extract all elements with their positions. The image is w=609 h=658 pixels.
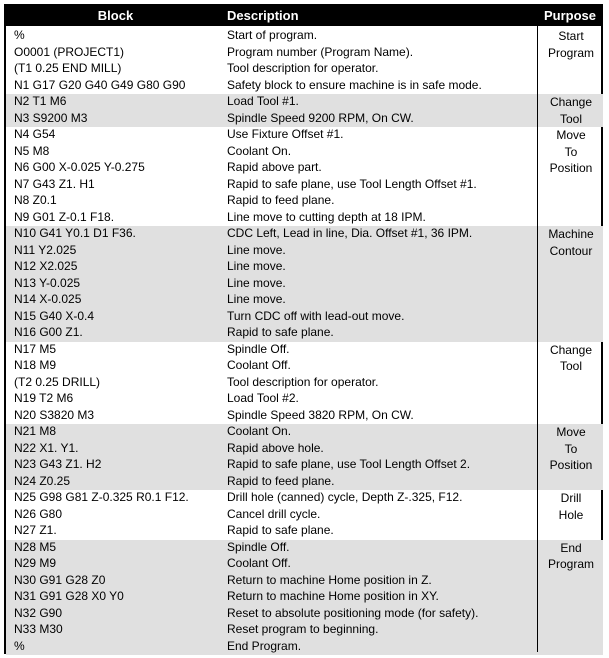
purpose-line: To [564,441,578,456]
table-row [6,144,536,161]
description-cell: Tool description for operator. [227,61,379,75]
description-cell: Cancel drill cycle. [227,506,321,521]
description-cell: Spindle Off. [227,539,290,554]
block-cell: N16 G00 Z1. [14,325,83,339]
description-cell: Reset to absolute positioning mode (for safety). [227,605,479,620]
block-cell: N7 G43 Z1. H1 [14,176,95,191]
description-cell: Spindle Off. [227,341,290,356]
block-cell: N6 G00 X-0.025 Y-0.275 [14,160,145,174]
description-cell: Load Tool #1. [227,94,299,108]
table-row [6,292,536,309]
table-row [6,358,536,375]
block-cell: N3 S9200 M3 [14,110,88,125]
description-cell: Coolant Off. [227,358,291,372]
purpose-cell [539,127,603,177]
purpose-cell [539,490,603,523]
block-cell: N14 X-0.025 [14,292,82,306]
block-cell: % [14,638,25,653]
table-row [6,490,536,507]
block-cell: N28 M5 [14,539,57,554]
block-cell: N12 X2.025 [14,259,78,273]
table-row [6,507,536,524]
block-cell: N25 G98 G81 Z-0.325 R0.1 F12. [14,490,189,504]
block-cell: O0001 (PROJECT1) [14,44,125,59]
description-cell: Rapid to safe plane, use Tool Length Offset #1. [227,176,477,191]
purpose-line: Tool [559,359,582,373]
purpose-line: Start [558,29,584,43]
description-cell: Rapid above part. [227,160,322,174]
table-row [6,639,536,656]
block-cell: N10 G41 Y0.1 D1 F36. [14,226,136,240]
description-cell: Coolant On. [227,424,292,438]
table-row [6,61,536,78]
row-group [6,127,603,226]
table-row [6,540,536,557]
description-cell: Start of program. [227,28,318,42]
block-cell: (T2 0.25 DRILL) [14,374,101,389]
block-cell: N20 S3820 M3 [14,407,95,422]
description-cell: Reset program to beginning. [227,622,379,636]
description-cell: Rapid to safe plane. [227,325,334,339]
description-cell: Line move to cutting depth at 18 IPM. [227,209,426,224]
block-cell: N8 Z0.1 [14,193,57,207]
purpose-cell [539,424,603,474]
table-row [6,94,536,111]
description-cell: Line move. [227,275,286,290]
description-cell: Line move. [227,259,286,273]
purpose-cell [539,226,603,259]
block-cell: N32 G90 [14,605,63,620]
table-header [6,6,603,26]
purpose-cell [539,342,603,375]
purpose-line: Tool [559,111,582,126]
table-row [6,111,536,128]
row-group [6,28,603,94]
block-cell: (T1 0.25 END MILL) [14,61,122,75]
block-cell: N30 G91 G28 Z0 [14,572,106,587]
block-cell: N17 M5 [14,341,57,356]
block-cell: N22 X1. Y1. [14,440,79,455]
purpose-cell [539,94,603,127]
table-row [6,408,536,425]
table-row [6,243,536,260]
block-cell: N18 M9 [14,358,57,372]
description-cell: Load Tool #2. [227,391,299,405]
table-row [6,309,536,326]
description-cell: End Program. [227,638,302,653]
block-cell: N15 G40 X-0.4 [14,308,95,323]
table-row [6,342,536,359]
description-cell: Rapid to safe plane. [227,523,334,537]
table-row [6,177,536,194]
description-cell: Turn CDC off with lead-out move. [227,308,405,323]
table-row [6,325,536,342]
table-row [6,622,536,639]
description-cell: Use Fixture Offset #1. [227,127,344,141]
table-row [6,523,536,540]
block-cell: N23 G43 Z1. H2 [14,457,102,471]
block-cell: N27 Z1. [14,523,57,537]
block-cell: N26 G80 [14,506,63,521]
purpose-divider [537,26,538,652]
block-cell: N29 M9 [14,556,57,570]
table-row [6,424,536,441]
table-row [6,589,536,606]
purpose-line: Program [547,557,594,571]
table-row [6,375,536,392]
description-cell: Rapid to feed plane. [227,473,335,488]
table-row [6,556,536,573]
table-row [6,210,536,227]
description-cell: Rapid above hole. [227,440,324,455]
purpose-line: Move [556,128,586,142]
block-cell: N31 G91 G28 X0 Y0 [14,589,124,603]
block-cell: N11 Y2.025 [14,242,77,257]
table-row [6,193,536,210]
description-cell: Spindle Speed 3820 RPM, On CW. [227,407,414,422]
description-cell: Rapid to safe plane, use Tool Length Offset 2. [227,457,471,471]
block-cell: N33 M30 [14,622,63,636]
table-row [6,45,536,62]
block-cell: N5 M8 [14,143,50,158]
block-cell: N2 T1 M6 [14,94,67,108]
description-cell: Drill hole (canned) cycle, Depth Z-.325, F12. [227,490,463,504]
purpose-line: Position [549,161,593,175]
table-row [6,259,536,276]
purpose-line: Contour [549,243,593,258]
row-group [6,342,603,425]
description-cell: Coolant On. [227,143,292,158]
table-row [6,606,536,623]
purpose-line: Machine [548,227,594,241]
header-purpose: Purpose [543,8,596,23]
row-group [6,540,603,656]
header-block: Block [97,8,134,23]
description-cell: Safety block to ensure machine is in safe mode. [227,77,482,92]
description-cell: Return to machine Home position in XY. [227,589,439,603]
purpose-line: Drill [560,491,582,505]
table-row [6,276,536,293]
block-cell: N24 Z0.25 [14,473,71,488]
purpose-line: Move [556,425,586,439]
purpose-line: Program [547,45,594,60]
table-row [6,457,536,474]
block-cell: N4 G54 [14,127,56,141]
block-cell: N1 G17 G20 G40 G49 G80 G90 [14,77,186,92]
description-cell: Coolant Off. [227,556,291,570]
table-row [6,160,536,177]
row-group [6,226,603,342]
table-row [6,127,536,144]
block-cell: N21 M8 [14,424,57,438]
purpose-line: End [560,540,582,555]
purpose-cell [539,540,603,573]
purpose-line: Position [549,458,593,472]
table-row [6,391,536,408]
row-group [6,94,603,127]
block-cell: % [14,28,25,42]
description-cell: Line move. [227,292,286,306]
block-cell: N9 G01 Z-0.1 F18. [14,209,115,224]
description-cell: Tool description for operator. [227,374,379,389]
description-cell: Program number (Program Name). [227,44,414,59]
block-cell: N13 Y-0.025 [14,275,81,290]
description-cell: Line move. [227,242,286,257]
purpose-line: Hole [558,507,584,522]
table-row [6,573,536,590]
header-description: Description [227,8,299,23]
purpose-cell [539,28,603,61]
block-cell: N19 T2 M6 [14,391,74,405]
row-group [6,490,603,540]
table-row [6,226,536,243]
purpose-line: Change [549,95,593,109]
description-cell: CDC Left, Lead in line, Dia. Offset #1, 36 IPM. [227,226,473,240]
table-row [6,441,536,458]
purpose-line: To [564,144,578,159]
description-cell: Rapid to feed plane. [227,193,335,207]
purpose-line: Change [549,342,593,357]
description-cell: Return to machine Home position in Z. [227,572,432,587]
table-row [6,28,536,45]
row-group [6,424,603,490]
table-row [6,474,536,491]
table-row [6,78,536,95]
description-cell: Spindle Speed 9200 RPM, On CW. [227,110,414,125]
